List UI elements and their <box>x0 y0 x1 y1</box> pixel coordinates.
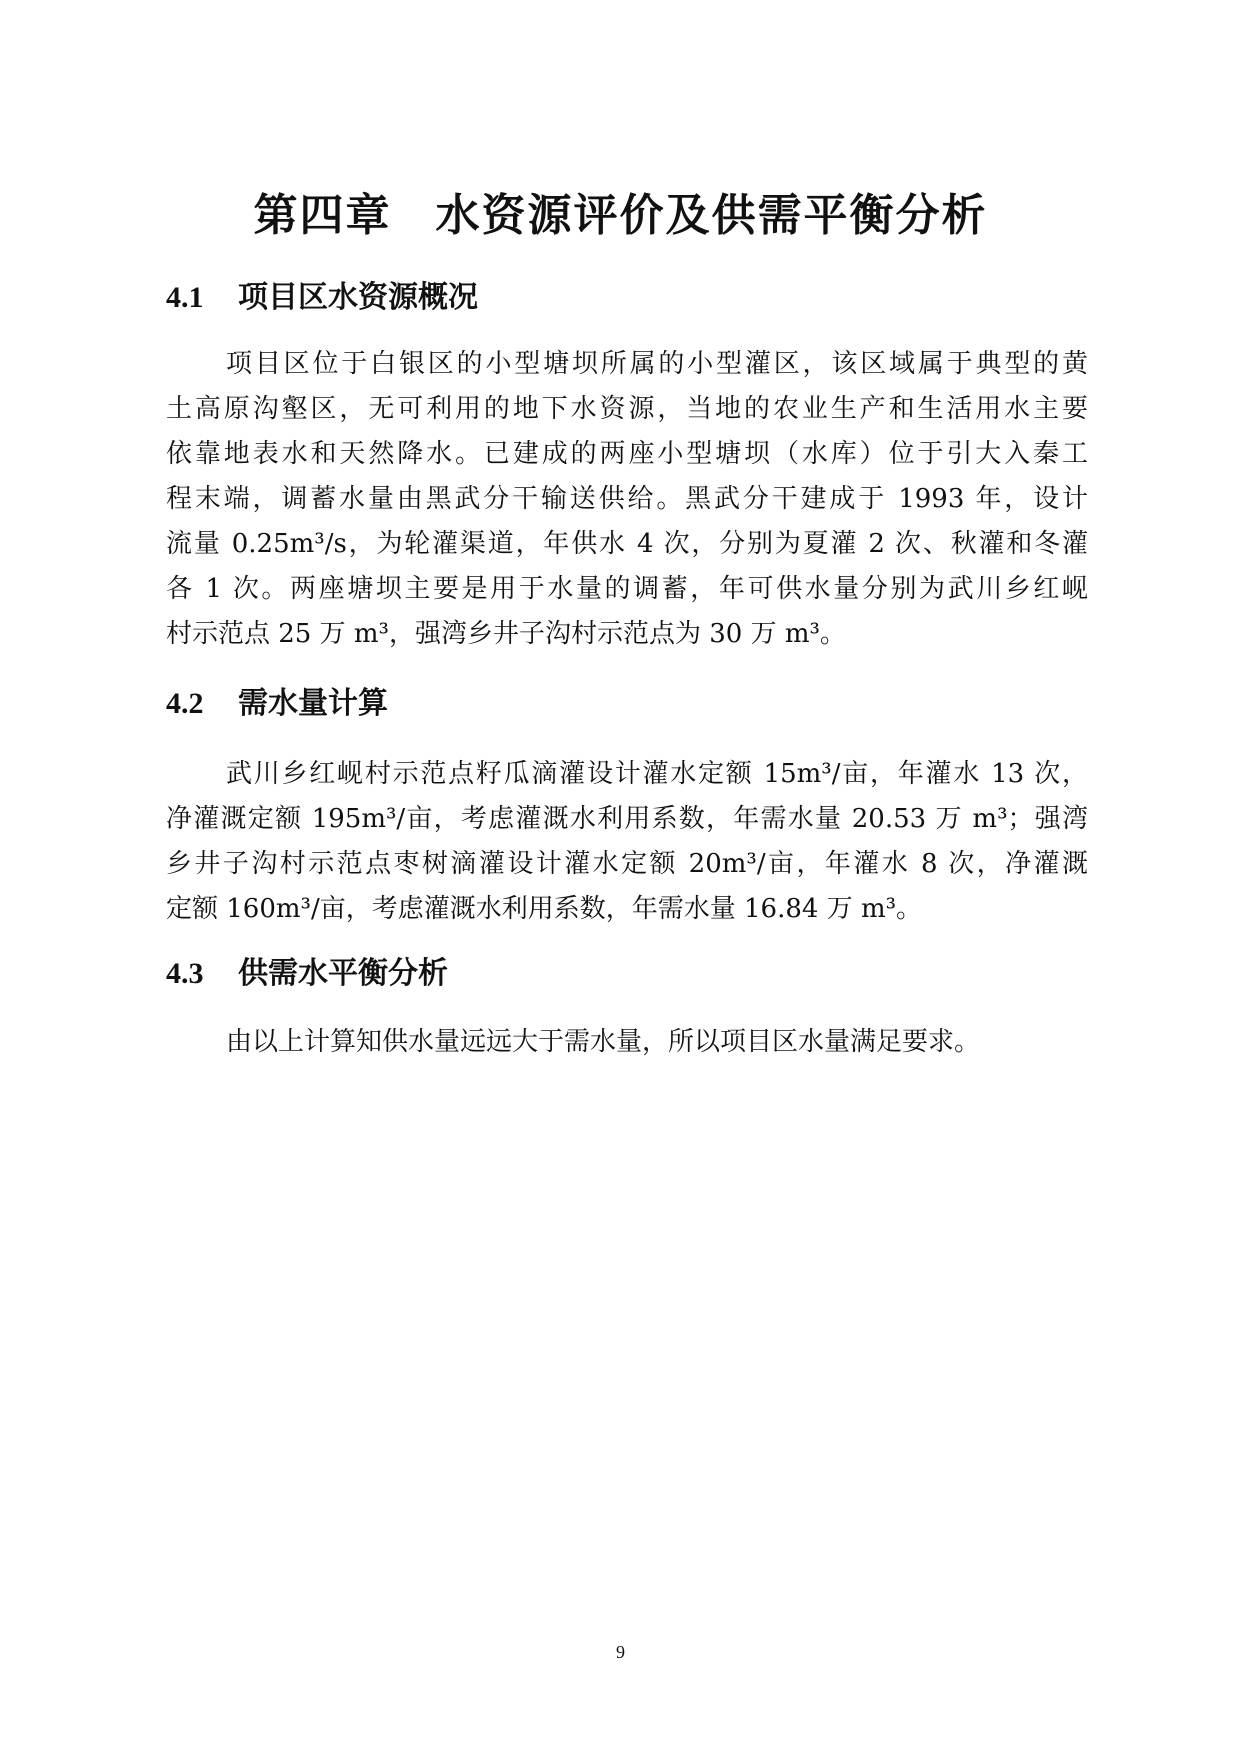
section-heading-4-3 <box>166 952 448 996</box>
section-heading-4-2 <box>166 682 388 726</box>
paragraph-line: 武川乡红岘村示范点籽瓜滴灌设计灌水定额 15m³/亩，年灌水 13 次， <box>226 759 1088 789</box>
section-number: 4.3 <box>166 957 204 990</box>
section-title: 需水量计算 <box>238 686 388 721</box>
paragraph-line: 各 1 次。两座塘坝主要是用于水量的调蓄，年可供水量分别为武川乡红岘 <box>166 574 1088 604</box>
section-4-1-paragraph <box>166 342 1088 657</box>
paragraph-line: 土高原沟壑区，无可利用的地下水资源，当地的农业生产和生活用水主要 <box>166 394 1088 424</box>
paragraph-line: 村示范点 25 万 m³，强湾乡井子沟村示范点为 30 万 m³。 <box>166 619 846 649</box>
paragraph-line: 由以上计算知供水量远远大于需水量，所以项目区水量满足要求。 <box>226 1027 981 1057</box>
paragraph-line: 乡井子沟村示范点枣树滴灌设计灌水定额 20m³/亩，年灌水 8 次，净灌溉 <box>166 849 1088 879</box>
paragraph-line: 项目区位于白银区的小型塘坝所属的小型灌区，该区域属于典型的黄 <box>226 349 1088 379</box>
section-4-3-paragraph <box>166 1020 1088 1065</box>
section-number: 4.2 <box>166 687 204 720</box>
page-number: 9 <box>616 1642 625 1662</box>
chapter-title <box>0 186 1241 246</box>
paragraph-line: 净灌溉定额 195m³/亩，考虑灌溉水利用系数，年需水量 20.53 万 m³；强湾 <box>166 804 1088 834</box>
paragraph-line: 依靠地表水和天然降水。已建成的两座小型塘坝（水库）位于引大入秦工 <box>166 439 1088 469</box>
paragraph-line: 定额 160m³/亩，考虑灌溉水利用系数，年需水量 16.84 万 m³。 <box>166 894 923 924</box>
section-number: 4.1 <box>166 281 204 314</box>
chapter-title-text: 水资源评价及供需平衡分析 <box>435 190 988 241</box>
section-title: 项目区水资源概况 <box>238 280 478 315</box>
section-title: 供需水平衡分析 <box>238 956 448 991</box>
paragraph-line: 流量 0.25m³/s，为轮灌渠道，年供水 4 次，分别为夏灌 2 次、秋灌和冬灌 <box>166 529 1088 559</box>
section-heading-4-1 <box>166 276 478 320</box>
chapter-label: 第四章 <box>253 190 392 241</box>
section-4-2-paragraph <box>166 752 1088 932</box>
paragraph-line: 程末端，调蓄水量由黑武分干输送供给。黑武分干建成于 1993 年，设计 <box>166 484 1088 514</box>
